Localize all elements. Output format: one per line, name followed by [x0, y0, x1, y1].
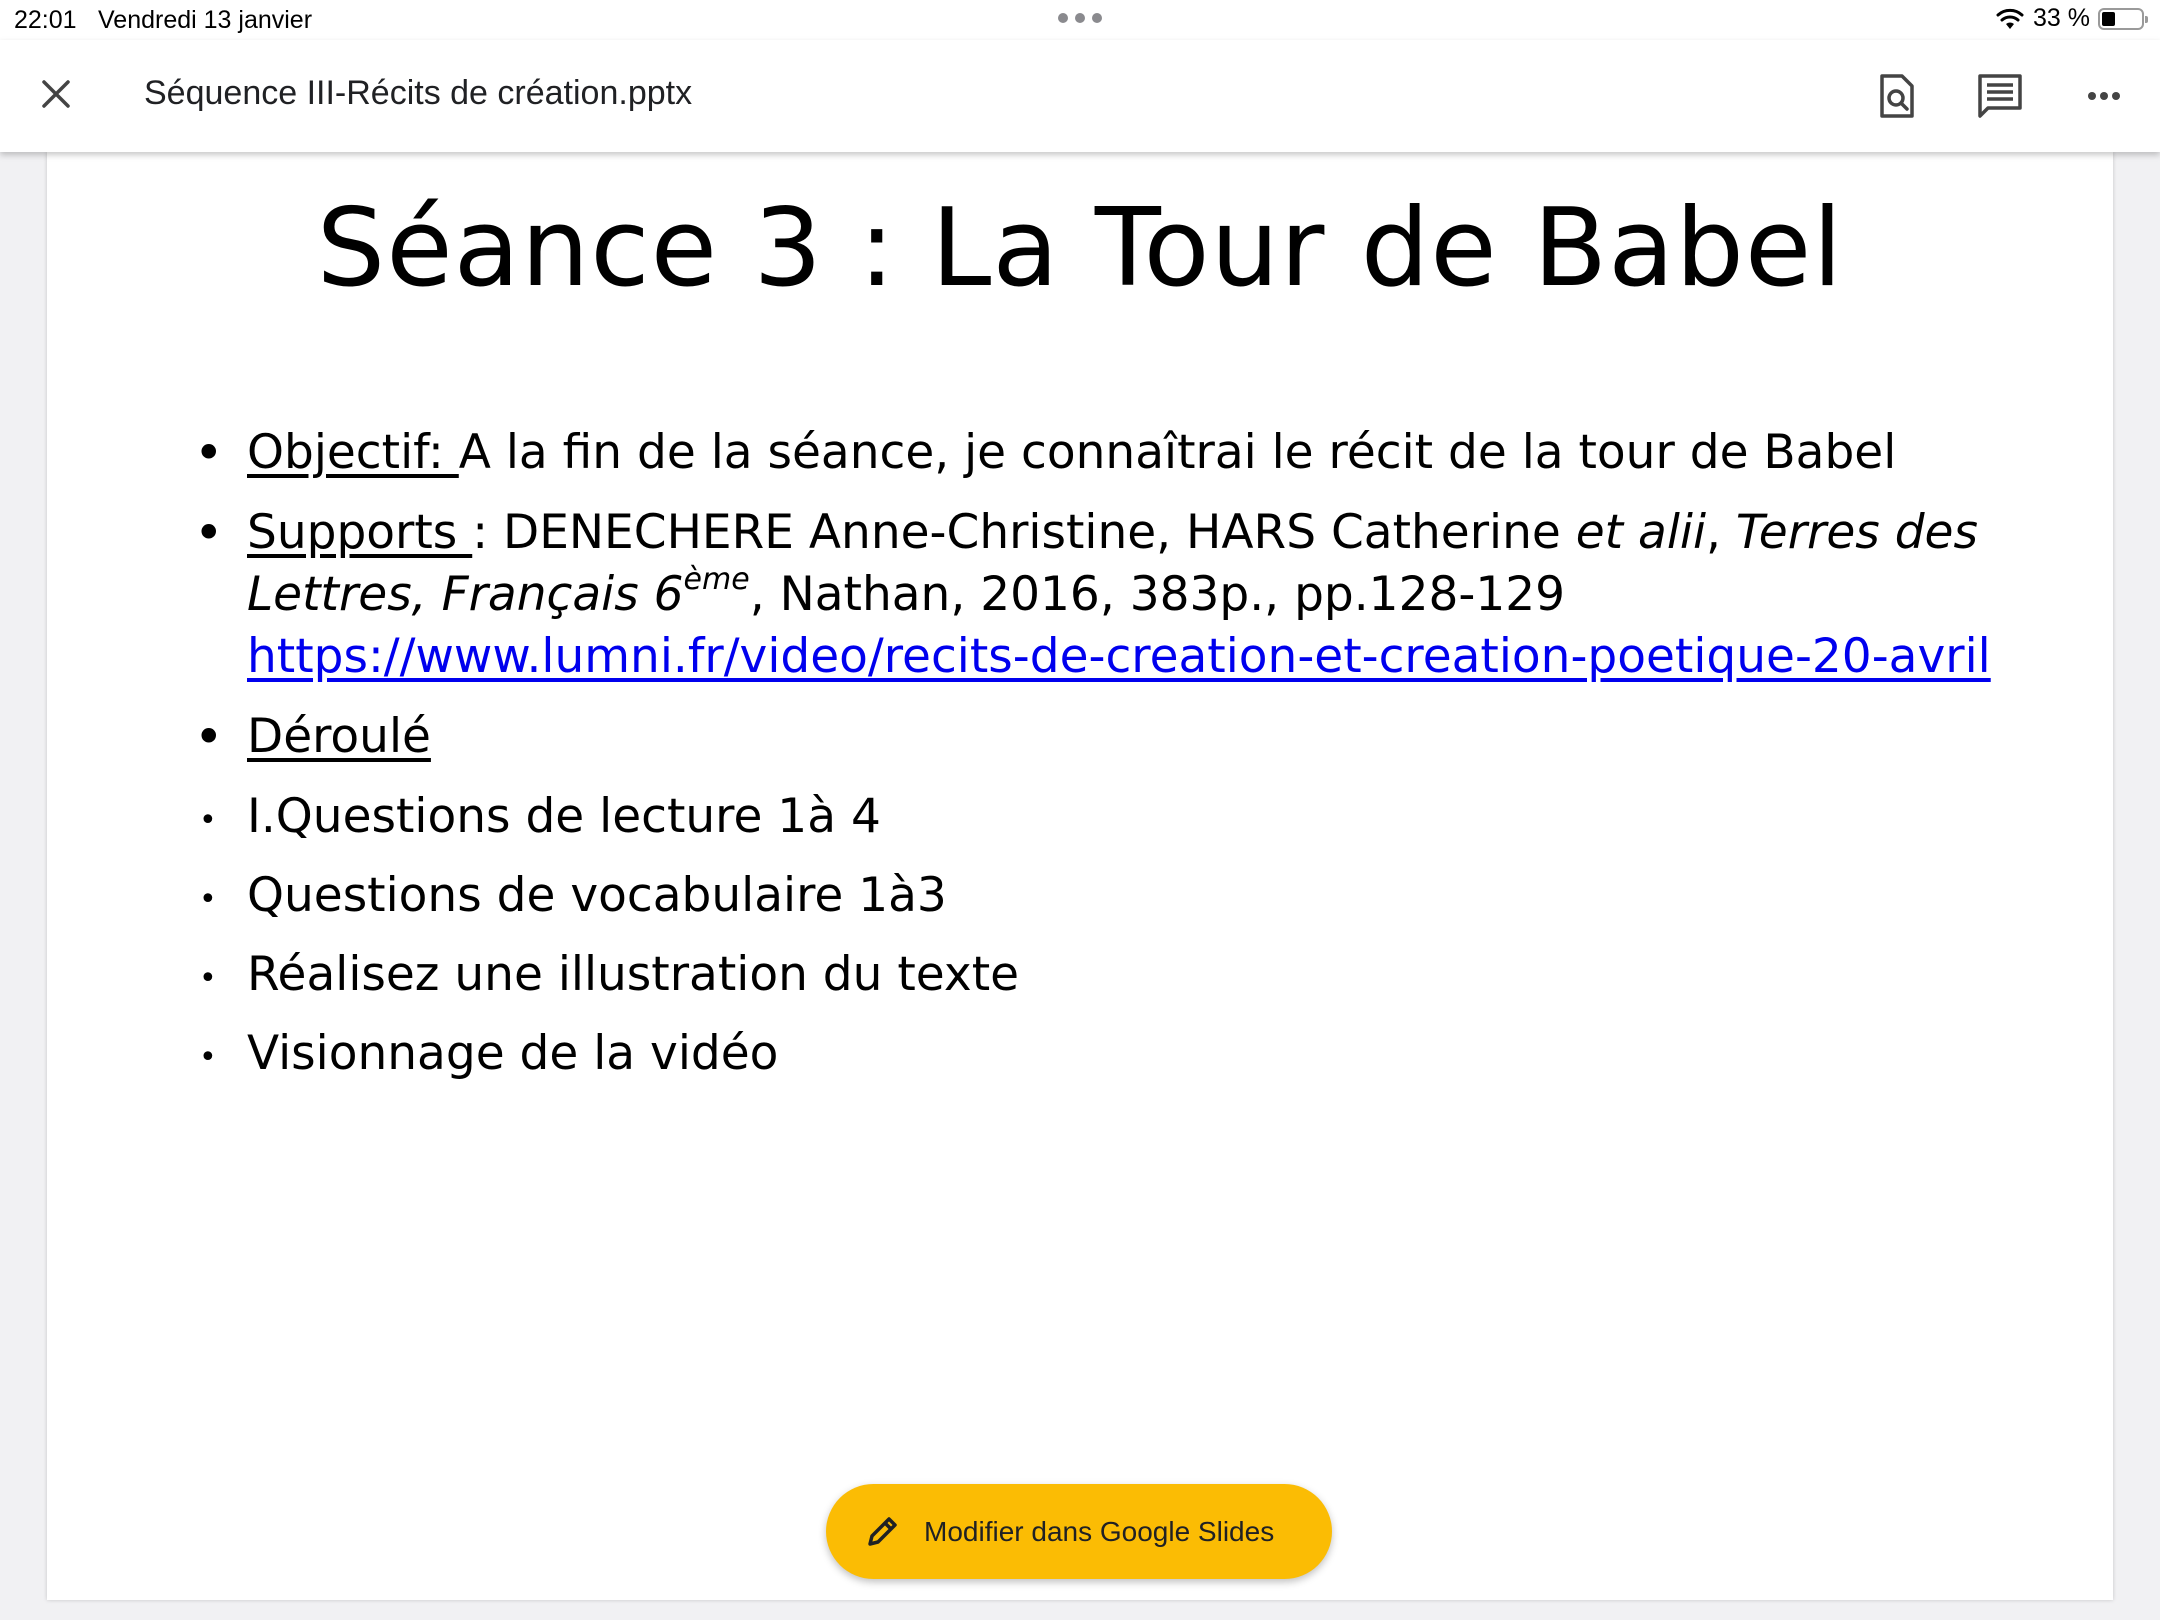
multitasking-dots-icon[interactable]	[1058, 13, 1102, 23]
supports-authors: : DENECHERE Anne-Christine, HARS Catherine	[472, 505, 1576, 560]
document-title: Séquence III-Récits de création.pptx	[144, 74, 693, 112]
step-text: Questions de vocabulaire 1à3	[247, 868, 947, 923]
step-item	[199, 1023, 2037, 1085]
bullet-glyph: •	[199, 803, 217, 838]
slide-canvas[interactable]	[47, 152, 2113, 1600]
status-time: 22:01	[14, 6, 77, 34]
lumni-video-link[interactable]: https://www.lumni.fr/video/recits-de-creation-et-creation-poetique-20-avril	[247, 629, 1991, 684]
bullet-objectif	[194, 422, 2037, 484]
objectif-text: A la fin de la séance, je connaîtrai le récit de la tour de Babel	[458, 425, 1897, 480]
battery-icon	[2098, 8, 2144, 30]
supports-label: Supports	[247, 505, 473, 560]
step-text: I.Questions de lecture 1à 4	[247, 789, 881, 844]
wifi-icon	[1995, 7, 2025, 31]
bullet-deroule	[194, 706, 2037, 768]
step-text: Visionnage de la vidéo	[247, 1026, 779, 1081]
bullet-glyph: •	[199, 882, 217, 917]
objectif-label: Objectif:	[247, 425, 459, 480]
more-options-icon[interactable]	[2078, 70, 2130, 122]
edit-button-label: Modifier dans Google Slides	[924, 1515, 1275, 1547]
pencil-icon	[862, 1512, 902, 1552]
close-icon[interactable]	[36, 74, 76, 114]
bullet-glyph: •	[194, 504, 224, 562]
find-in-document-icon[interactable]	[1870, 70, 1922, 122]
edit-in-google-slides-button[interactable]	[826, 1484, 1332, 1579]
app-bar	[0, 40, 2160, 152]
status-bar	[0, 0, 2160, 40]
comment-icon[interactable]	[1974, 70, 2026, 122]
status-date: Vendredi 13 janvier	[98, 6, 313, 34]
supports-publisher: , Nathan, 2016, 383p., pp.128-129	[749, 567, 1566, 622]
deroule-label: Déroulé	[247, 709, 431, 764]
bullet-glyph: •	[194, 424, 224, 482]
bullet-supports	[194, 502, 2037, 688]
slide-bullet-list	[194, 422, 2037, 1102]
slide-title: Séance 3 : La Tour de Babel	[316, 186, 1844, 311]
supports-comma: ,	[1706, 505, 1736, 560]
step-item	[199, 944, 2037, 1006]
step-item	[199, 865, 2037, 927]
step-text: Réalisez une illustration du texte	[247, 947, 1020, 1002]
supports-et-alii: et alii	[1575, 505, 1707, 560]
bullet-glyph: •	[199, 1040, 217, 1075]
bullet-glyph: •	[199, 961, 217, 996]
battery-level	[2102, 12, 2115, 26]
step-item	[199, 786, 2037, 848]
supports-superscript: ème	[683, 562, 750, 598]
supports-book-title: Terres des Lettres, Français 6	[247, 505, 1978, 622]
battery-percent: 33 %	[2033, 4, 2090, 32]
bullet-glyph: •	[194, 708, 224, 766]
status-indicators	[1995, 4, 2144, 33]
